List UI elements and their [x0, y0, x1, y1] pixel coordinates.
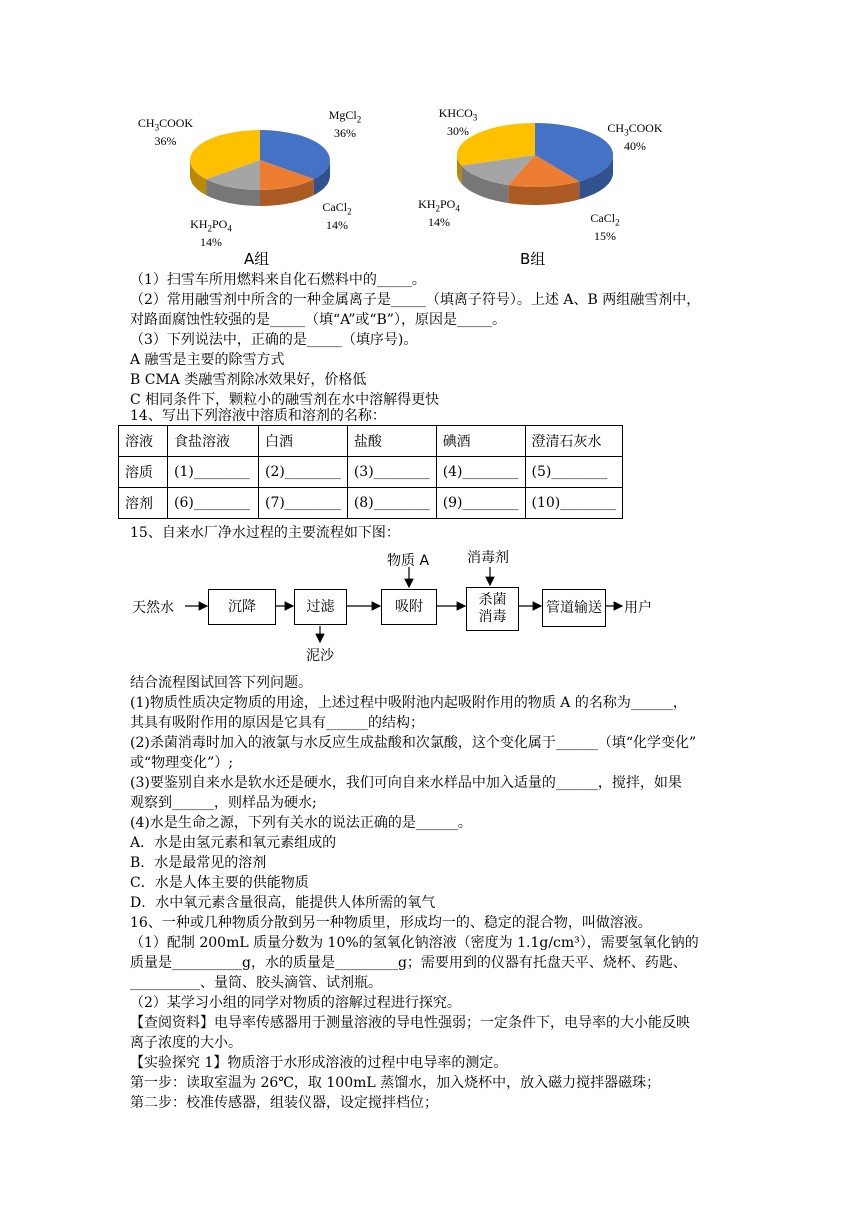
pie-b-label-khco3: $KHCO_3$ 30%: [438, 106, 478, 139]
flow-end-label: 用户: [624, 600, 652, 616]
table-cell: (10)________: [525, 488, 623, 519]
flow-input-disinfectant: 消毒剂: [467, 550, 509, 566]
flow-box-adsorb: 吸附: [381, 589, 437, 625]
pie-b-caption: B组: [520, 250, 546, 268]
q16-line: 离子浓度的大小。: [130, 1035, 242, 1051]
q13-line-1: （1）扫雪车所用燃料来自化石燃料中的_____。: [130, 272, 426, 288]
q15-line: 或“物理变化”）;: [130, 755, 234, 771]
pie-a-label-cacl2: CaCl$_2$ 14%: [322, 200, 352, 233]
pie-b-label-cacl2: CaCl$_2$ 15%: [590, 211, 620, 244]
pie-a-label-kh2po4: $KH_2PO_4$ 14%: [190, 217, 232, 250]
flow-input-a: 物质 A: [387, 553, 430, 569]
table-cell: (7)________: [259, 488, 348, 519]
flow-start-label: 天然水: [132, 600, 174, 616]
table-cell: 溶液: [119, 426, 168, 457]
q15-line: (2)杀菌消毒时加入的液氯与水反应生成盐酸和次氯酸，这个变化属于______（填“化学变化”: [130, 735, 697, 751]
table-cell: 盐酸: [347, 426, 436, 457]
q16-line: 16、一种或几种物质分散到另一种物质里，形成均一的、稳定的混合物，叫做溶液。: [130, 915, 652, 931]
q15-option-b: B．水是最常见的溶剂: [130, 855, 267, 871]
table-cell: (2)________: [259, 457, 348, 488]
table-cell: (8)________: [347, 488, 436, 519]
q16-line: （2）某学习小组的同学对物质的溶解过程进行探究。: [130, 995, 461, 1011]
q15-line: (3)要鉴别自来水是软水还是硬水，我们可向自来水样品中加入适量的______，搅拌，如果: [130, 775, 682, 791]
table-cell: (5)________: [525, 457, 623, 488]
q16-line: 【实验探究 1】物质溶于水形成溶液的过程中电导率的测定。: [130, 1055, 508, 1071]
q16-line: __________、量筒、胶头滴管、试剂瓶。: [130, 975, 382, 991]
q13-line-2: （2）常用融雪剂中所含的一种金属离子是_____（填离子符号）。上述 A、B 两组融雪剂中，: [130, 292, 701, 308]
table-cell: 白酒: [259, 426, 348, 457]
table-cell: 溶质: [119, 457, 168, 488]
q15-line: (1)物质性质决定物质的用途，上述过程中吸附池内起吸附作用的物质 A 的名称为______，: [130, 695, 687, 711]
q15-title: 15、自来水厂净水过程的主要流程如下图：: [130, 525, 400, 541]
pie-a-caption: A组: [244, 250, 270, 268]
table-cell: (3)________: [347, 457, 436, 488]
q13-option-b: B CMA 类融雪剂除冰效果好，价格低: [130, 372, 367, 388]
table-cell: 食盐溶液: [168, 426, 259, 457]
table-cell: 溶剂: [119, 488, 168, 519]
flow-box-filter: 过滤: [294, 589, 347, 625]
q13-option-a: A 融雪是主要的除雪方式: [130, 352, 285, 368]
q13-line-4: （3）下列说法中，正确的是_____（填序号)。: [130, 332, 418, 348]
flow-output-sediment: 泥沙: [306, 648, 334, 664]
pie-b-label-kh2po4: $KH_2PO_4$ 14%: [418, 197, 460, 230]
q16-line: 【查阅资料】电导率传感器用于测量溶液的导电性强弱；一定条件下，电导率的大小能反映: [130, 1015, 690, 1031]
table-cell: 澄清石灰水: [525, 426, 623, 457]
q15-line: 其具有吸附作用的原因是它具有______的结构；: [130, 715, 424, 731]
pie-b-label-ch3cook: $CH_3COOK$ 40%: [607, 121, 663, 154]
q16-line: 第二步：校准传感器，组装仪器，设定搅拌档位；: [130, 1095, 438, 1111]
q15-line: (4)水是生命之源，下列有关水的说法正确的是______。: [130, 815, 472, 831]
table-cell: 碘酒: [436, 426, 525, 457]
q15-option-d: D．水中氧元素含量很高，能提供人体所需的氧气: [130, 895, 436, 911]
q15-option-a: A．水是由氢元素和氧元素组成的: [130, 835, 337, 851]
table-cell: (4)________: [436, 457, 525, 488]
flow-box-settle: 沉降: [208, 589, 276, 625]
q16-line: 第一步：读取室温为 26℃，取 100mL 蒸馏水，加入烧杯中，放入磁力搅拌器磁珠；: [130, 1075, 661, 1091]
flow-box-pipeline: 管道输送: [542, 589, 606, 627]
q16-line: （1）配制 200mL 质量分数为 10%的氢氧化钠溶液（密度为 1.1g/cm³），需要氢氧化钠的: [130, 935, 699, 951]
q15-option-c: C．水是人体主要的供能物质: [130, 875, 309, 891]
q15-line: 观察到______，则样品为硬水;: [130, 795, 317, 811]
pie-a-label-mgcl2: MgCl$_2$ 36%: [328, 108, 362, 141]
table-cell: (6)________: [168, 488, 259, 519]
pie-a-label-ch3cook: $CH_3COOK$ 36%: [137, 116, 194, 149]
q13-option-c: C 相同条件下，颗粒小的融雪剂在水中溶解得更快: [130, 392, 440, 408]
q13-line-3: 对路面腐蚀性较强的是_____（填“A”或“B”），原因是_____。: [130, 312, 506, 328]
q14-title: 14、写出下列溶液中溶质和溶剂的名称：: [130, 408, 386, 424]
q16-line: 质量是__________g，水的质量是_________g；需要用到的仪器有托盘天平、烧杯、药匙、: [130, 955, 687, 971]
table-cell: (9)________: [436, 488, 525, 519]
q15-line: 结合流程图试回答下列问题。: [130, 675, 312, 691]
table-cell: (1)________: [168, 457, 259, 488]
flow-box-disinfect: 杀菌 消毒: [466, 587, 519, 631]
